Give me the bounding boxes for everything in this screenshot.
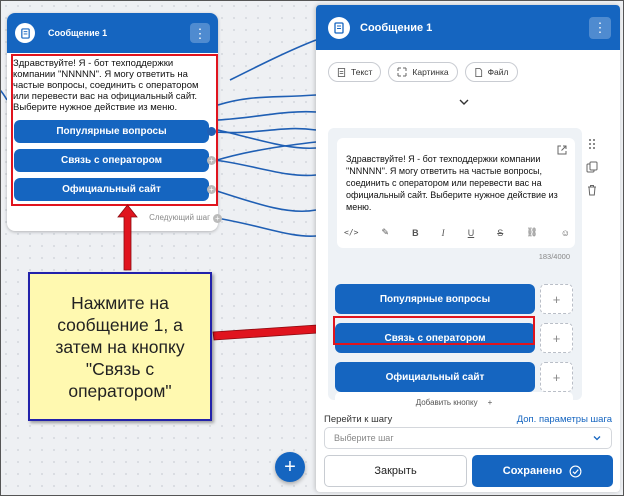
add-button-action-icon[interactable]: +: [540, 323, 573, 353]
highlight-frame: [333, 316, 535, 345]
button-contact-operator[interactable]: Связь с оператором: [335, 323, 535, 353]
save-label: Сохранено: [502, 465, 563, 477]
chevron-down-icon: [592, 433, 602, 443]
copy-icon[interactable]: [586, 161, 598, 173]
add-next-step-icon[interactable]: +: [213, 214, 222, 223]
add-connection-icon[interactable]: +: [207, 156, 216, 165]
chip-file[interactable]: [465, 62, 518, 82]
underline-icon[interactable]: U: [467, 227, 475, 238]
step-select[interactable]: [324, 427, 612, 449]
plus-icon: +: [284, 455, 296, 478]
link-icon[interactable]: ⛓: [526, 227, 538, 237]
node-title: Сообщение 1: [48, 28, 108, 38]
node-message-text[interactable]: Здравствуйте! Я - бот техподдержки компании "NNNNN". Я могу ответить на частые вопросы, соединить с оператором или перевести вас на официальный сайт. Выберите нужное действие из меню.: [13, 58, 199, 113]
more-menu-icon[interactable]: ⋮: [589, 17, 611, 39]
message-text[interactable]: Здравствуйте! Я - бот техподдержки компании "NNNNN". Я могу ответить на частые вопросы, соединить с оператором или перевести вас на официальный сайт. Выберите нужное действие из меню.: [346, 154, 558, 212]
code-icon[interactable]: </>: [344, 228, 359, 237]
char-counter: 183/4000: [538, 252, 570, 261]
add-button-action-icon[interactable]: +: [540, 362, 573, 392]
button-popular-questions[interactable]: Популярные вопросы: [335, 284, 535, 314]
add-step-button[interactable]: [275, 452, 305, 482]
add-button-action-icon[interactable]: +: [540, 284, 573, 314]
bold-icon[interactable]: B: [412, 227, 419, 238]
panel-header: [316, 5, 620, 50]
chip-image[interactable]: [388, 62, 457, 82]
panel-title: Сообщение 1: [360, 21, 433, 34]
instruction-callout: [28, 272, 212, 421]
chevron-down-icon[interactable]: [457, 95, 471, 109]
more-menu-icon[interactable]: ⋮: [190, 23, 210, 43]
step-select-placeholder: Выберите шаг: [334, 433, 394, 443]
node-button-contact-operator[interactable]: Связь с оператором: [14, 149, 209, 172]
content-type-chips: [328, 62, 518, 82]
file-icon: [474, 68, 483, 77]
add-button[interactable]: [335, 392, 573, 412]
italic-icon[interactable]: I: [441, 227, 445, 238]
message-editor[interactable]: [337, 138, 575, 248]
text-doc-icon: [337, 68, 346, 77]
goto-step-label: Перейти к шагу: [324, 414, 393, 425]
chip-text[interactable]: [328, 62, 381, 82]
format-toolbar: [344, 227, 570, 238]
drag-handle-icon[interactable]: [586, 138, 598, 150]
callout-text: Нажмите на сообщение 1, а затем на кнопку "Связь с оператором": [55, 292, 185, 401]
button-official-site[interactable]: Официальный сайт: [335, 362, 535, 392]
emoji-icon[interactable]: ☺: [560, 227, 570, 238]
save-button[interactable]: [472, 455, 613, 487]
message-icon: [328, 17, 350, 39]
strikethrough-icon[interactable]: S: [497, 227, 504, 238]
node-button-official-site[interactable]: Официальный сайт: [14, 178, 209, 201]
plus-icon: +: [487, 397, 493, 407]
chip-label: Текст: [351, 67, 373, 77]
close-label: Закрыть: [374, 465, 417, 477]
message-editor-panel: [316, 5, 620, 492]
step-params-link[interactable]: Доп. параметры шага: [516, 414, 612, 425]
add-connection-icon[interactable]: +: [207, 185, 216, 194]
close-button[interactable]: [324, 455, 467, 487]
chip-label: Файл: [487, 67, 509, 77]
add-button-label: Добавить кнопку: [415, 397, 478, 407]
message-block: [328, 128, 582, 407]
delete-icon[interactable]: [586, 184, 598, 196]
block-actions: [586, 138, 598, 196]
highlight-pen-icon[interactable]: ✎: [381, 227, 390, 237]
node-button-popular-questions[interactable]: Популярные вопросы: [14, 120, 209, 143]
chip-label: Картинка: [412, 67, 449, 77]
image-icon: [397, 67, 407, 77]
next-step-label: Следующий шаг: [149, 213, 210, 222]
check-circle-icon: [569, 465, 582, 478]
